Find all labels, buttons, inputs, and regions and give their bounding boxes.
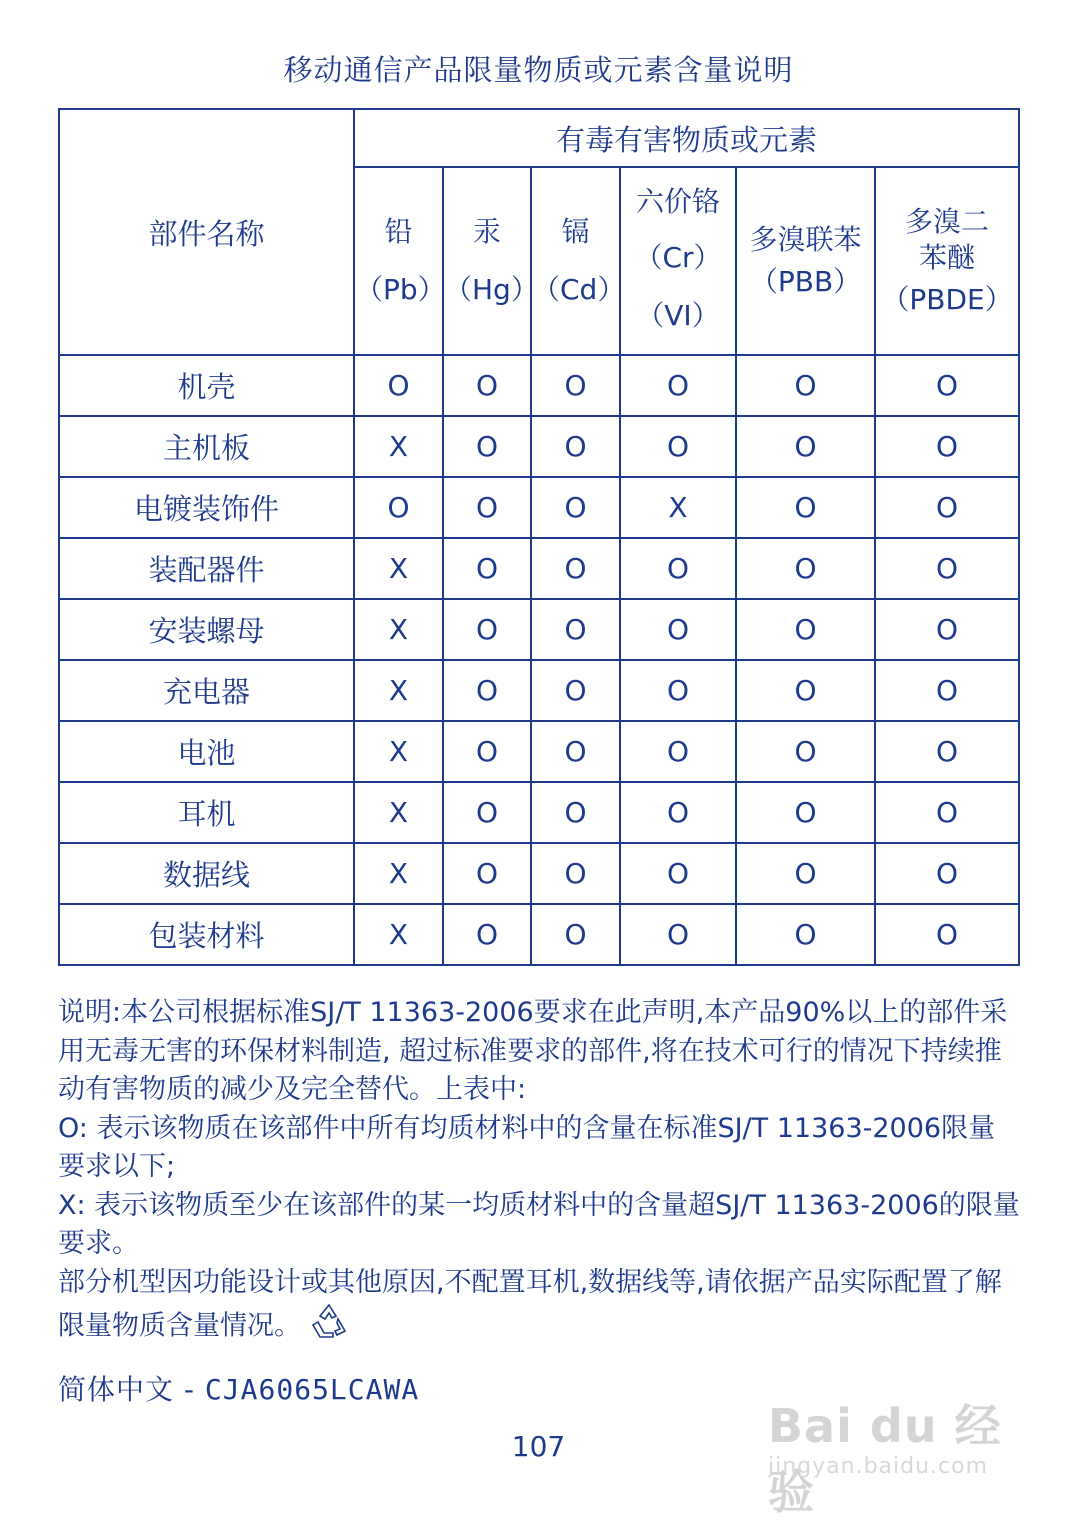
substance-mark-cell: O <box>620 843 736 904</box>
table-row <box>59 538 1019 599</box>
substance-mark-cell: O <box>620 904 736 965</box>
substance-name: 汞 <box>472 215 501 248</box>
substance-header-2 <box>531 167 626 355</box>
part-name-cell: 装配器件 <box>59 538 354 599</box>
substance-table <box>58 108 1020 966</box>
page-number: 107 <box>511 1430 566 1463</box>
substance-mark-cell: O <box>875 416 1019 477</box>
table-row <box>59 355 1019 416</box>
table-row <box>59 843 1019 904</box>
part-name-cell: 电池 <box>59 721 354 782</box>
part-name-cell: 电镀装饰件 <box>59 477 354 538</box>
substance-group-header: 有毒有害物质或元素 <box>354 109 1019 167</box>
substance-mark-cell: O <box>531 599 620 660</box>
part-name-cell: 机壳 <box>59 355 354 416</box>
substance-mark-cell: O <box>875 782 1019 843</box>
substance-mark-cell: X <box>354 904 443 965</box>
table-row <box>59 782 1019 843</box>
substance-name: 多溴二苯醚 <box>905 205 990 274</box>
substance-mark-cell: O <box>736 355 875 416</box>
substance-name: 六价铬 <box>635 185 720 218</box>
substance-mark-cell: O <box>443 782 531 843</box>
substance-mark-cell: O <box>531 843 620 904</box>
substance-mark-cell: X <box>354 843 443 904</box>
substance-mark-cell: O <box>354 477 443 538</box>
substance-header-0 <box>354 167 446 355</box>
substance-mark-cell: O <box>875 843 1019 904</box>
substance-header-3 <box>620 167 736 355</box>
substance-mark-cell: O <box>736 538 875 599</box>
substance-mark-cell: O <box>736 904 875 965</box>
substance-mark-cell: O <box>620 416 736 477</box>
substance-code: （PBDE） <box>881 283 1013 316</box>
substance-name: 多溴联苯 <box>749 223 862 256</box>
table-row <box>59 904 1019 965</box>
o-legend-text: O: 表示该物质在该部件中所有均质材料中的含量在标准SJ/T 11363-2006限量要求以下; <box>58 1112 996 1182</box>
table-body <box>59 355 1019 965</box>
substance-mark-cell: O <box>620 721 736 782</box>
substance-mark-cell: O <box>620 355 736 416</box>
document-id <box>58 1368 419 1408</box>
part-name-cell: 耳机 <box>59 782 354 843</box>
substance-mark-cell: O <box>531 416 620 477</box>
substance-mark-cell: O <box>443 599 531 660</box>
substance-mark-cell: O <box>875 477 1019 538</box>
part-name-cell: 数据线 <box>59 843 354 904</box>
substance-mark-cell: O <box>443 416 531 477</box>
substance-mark-cell: O <box>443 843 531 904</box>
substance-mark-cell: O <box>875 660 1019 721</box>
config-note <box>58 1264 1022 1352</box>
substance-mark-cell: X <box>354 660 443 721</box>
substance-mark-cell: O <box>736 782 875 843</box>
substance-mark-cell: O <box>620 538 736 599</box>
language-label: 简体中文 <box>58 1373 175 1406</box>
substance-header-4 <box>736 167 875 355</box>
table-row <box>59 416 1019 477</box>
substance-header-1 <box>443 167 539 355</box>
doc-code: CJA6065LCAWA <box>204 1373 420 1406</box>
x-legend-text: X: 表示该物质至少在该部件的某一均质材料中的含量超SJ/T 11363-2006的限量要求。 <box>58 1189 1020 1259</box>
substance-mark-cell: O <box>875 538 1019 599</box>
substance-mark-cell: O <box>875 355 1019 416</box>
config-text: 部分机型因功能设计或其他原因,不配置耳机,数据线等,请依据产品实际配置了解限量物质含量情况。 <box>58 1266 1002 1342</box>
substance-mark-cell: O <box>531 721 620 782</box>
substance-code-suffix: （VI） <box>636 299 720 332</box>
substance-header-5 <box>875 167 1019 355</box>
substance-mark-cell: O <box>620 782 736 843</box>
substance-mark-cell: O <box>531 660 620 721</box>
substance-mark-cell: X <box>354 599 443 660</box>
substance-mark-cell: O <box>531 355 620 416</box>
page-title: 移动通信产品限量物质或元素含量说明 <box>283 53 794 87</box>
substance-mark-cell: O <box>443 904 531 965</box>
substance-mark-cell: O <box>443 477 531 538</box>
substance-mark-cell: X <box>354 416 443 477</box>
substance-code: （Cr） <box>634 241 722 274</box>
substance-mark-cell: X <box>620 477 736 538</box>
substance-mark-cell: O <box>875 721 1019 782</box>
part-name-cell: 安装螺母 <box>59 599 354 660</box>
substance-mark-cell: O <box>736 721 875 782</box>
table-row <box>59 721 1019 782</box>
table-row <box>59 599 1019 660</box>
substance-code: （Pb） <box>355 273 446 306</box>
substance-mark-cell: O <box>531 477 620 538</box>
watermark-url: jingyan.baidu.com <box>768 1454 989 1479</box>
substance-mark-cell: O <box>875 599 1019 660</box>
substance-name: 镉 <box>561 215 590 248</box>
substance-mark-cell: O <box>354 355 443 416</box>
substance-mark-cell: O <box>736 660 875 721</box>
substance-mark-cell: O <box>531 904 620 965</box>
substance-mark-cell: O <box>443 660 531 721</box>
statement-text: 说明:本公司根据标准SJ/T 11363-2006要求在此声明,本产品90%以上的部件采用无毒无害的环保材料制造, 超过标准要求的部件,将在技术可行的情况下持续推动有害物质的减少及完全替代。上表中: <box>58 997 1008 1105</box>
table-row <box>59 477 1019 538</box>
part-name-cell: 充电器 <box>59 660 354 721</box>
substance-code: （PBB） <box>749 265 862 298</box>
substance-mark-cell: O <box>531 538 620 599</box>
substance-mark-cell: O <box>443 721 531 782</box>
substance-mark-cell: O <box>531 782 620 843</box>
substance-mark-cell: O <box>736 599 875 660</box>
part-name-cell: 包装材料 <box>59 904 354 965</box>
substance-mark-cell: X <box>354 538 443 599</box>
substance-mark-cell: O <box>736 477 875 538</box>
substance-mark-cell: O <box>620 660 736 721</box>
substance-mark-cell: X <box>354 721 443 782</box>
substance-mark-cell: O <box>736 416 875 477</box>
notes-section <box>58 994 1022 1352</box>
substance-mark-cell: O <box>443 355 531 416</box>
substance-mark-cell: O <box>620 599 736 660</box>
watermark-logo: Bai du 经验 <box>768 1399 1002 1519</box>
doc-id-separator: - <box>174 1373 205 1406</box>
substance-code: （Hg） <box>444 273 539 306</box>
recycle-icon <box>309 1302 349 1352</box>
table-row <box>59 660 1019 721</box>
substance-mark-cell: O <box>736 843 875 904</box>
substance-code: （Cd） <box>532 273 626 306</box>
substance-mark-cell: O <box>443 538 531 599</box>
substance-mark-cell: X <box>354 782 443 843</box>
part-name-header: 部件名称 <box>59 109 354 355</box>
substance-name: 铅 <box>384 215 413 248</box>
part-name-cell: 主机板 <box>59 416 354 477</box>
substance-mark-cell: O <box>875 904 1019 965</box>
